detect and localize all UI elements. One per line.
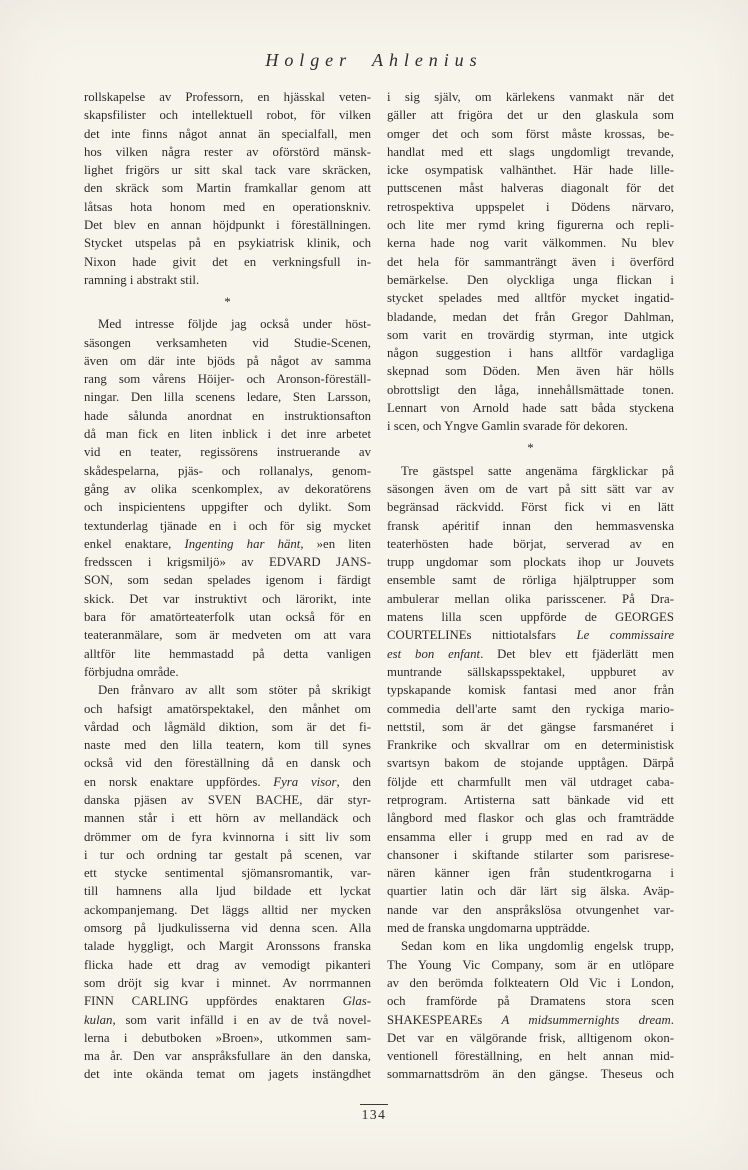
text-line: alltför lite hemmastadd på detta vanligen bbox=[84, 646, 371, 661]
text-line: drömmer om de fyra kvinnorna i sitt liv som bbox=[84, 829, 371, 844]
text-line: danska pjäsen av SVEN BACHE, där styr- bbox=[84, 792, 371, 807]
paragraph bbox=[387, 462, 674, 938]
text-line: matens lilla scen uppförde de GEORGES bbox=[387, 610, 674, 625]
column-left bbox=[84, 88, 371, 1084]
text-line: bladande, medan det från Gregor Dahlman, bbox=[387, 309, 674, 324]
text-line: retrospektiva uppspelet i Dödens närvaro, bbox=[387, 199, 674, 214]
text-line: lerna i debutboken »Broen», utkommen sam- bbox=[84, 1030, 371, 1045]
text-line: commedia dell'arte samt den ryckiga mario- bbox=[387, 701, 674, 716]
text-line: Det blev en annan höjdpunkt i föreställningen. bbox=[84, 218, 371, 233]
text-line: rollskapelse av Professorn, en hjässkal veten- bbox=[84, 90, 371, 104]
text-line: fransk apéritif innan den hemmasvenska bbox=[387, 518, 674, 533]
text-line: av den berömda folkteatern Old Vic i London, bbox=[387, 975, 674, 990]
paragraph bbox=[387, 88, 674, 436]
text-line: skapsfilister och intellektuell robot, för vilken bbox=[84, 108, 371, 123]
text-line: ambulerar mellan olika parisscener. På Dra- bbox=[387, 591, 674, 606]
text-line: nettstil, som är det gängse farsmanéret i bbox=[387, 719, 674, 734]
text-line: trupp ungdomar som plockats ihop ur Jouvets bbox=[387, 555, 674, 570]
paragraph bbox=[387, 937, 674, 1083]
text-line: ett stycke sentimental sjömansromantik, var- bbox=[84, 866, 371, 881]
text-line: ramning i abstrakt stil. bbox=[84, 272, 200, 287]
text-line: då man fick en liten inblick i det inre arbetet bbox=[84, 427, 371, 442]
text-line: skick. Det var instruktivt och lärorikt, inte bbox=[84, 591, 371, 606]
text-line: teaterhösten hade börjat, serverad av en bbox=[387, 536, 674, 551]
text-line: Den frånvaro av allt som stöter på skrikigt bbox=[98, 683, 371, 698]
column-right bbox=[387, 88, 674, 1084]
text-line: det inte okända temat om jagets instängdhet bbox=[84, 1067, 371, 1082]
text-line: FINN CARLING uppfördes enaktaren Glas- bbox=[84, 994, 371, 1009]
text-line: ensamma eller i grupp med en rad av de bbox=[387, 829, 674, 844]
text-line: chansoner i skiftande stilarter som parisrese- bbox=[387, 847, 674, 862]
text-line: The Young Vic Company, som är en utlöpare bbox=[387, 957, 674, 972]
text-line: hos vilken några rester av oförstörd mänsk- bbox=[84, 144, 371, 159]
text-line: även om där inte bjöds på något av samma bbox=[84, 353, 371, 368]
text-columns bbox=[84, 88, 674, 1084]
text-line: retprogram. Artisterna satt bänkade vid ett bbox=[387, 792, 674, 807]
text-line: hade sålunda anordnat en instruktionsafton bbox=[84, 408, 371, 423]
paragraph bbox=[84, 88, 371, 289]
text-line: och hafsigt amatörspektakel, den månhet om bbox=[84, 701, 371, 716]
text-line: flicka hade ett drag av vemodigt pikanteri bbox=[84, 957, 371, 972]
text-line: långbord med flaskor och glas och framträdde bbox=[387, 811, 674, 826]
text-line: följde ett charmfullt men väl utdraget caba- bbox=[387, 774, 674, 789]
text-line: det inte finns något annat än specialfall, men bbox=[84, 126, 371, 141]
text-line: och framförde på Dramatens stora scen bbox=[387, 994, 674, 1009]
text-line: teateranmälare, som är medveten om att vara bbox=[84, 628, 371, 643]
text-line: begränsad räckvidd. Först fick vi en lätt bbox=[387, 500, 674, 515]
text-line: gäller att frigöra det ur den glaskula som bbox=[387, 108, 674, 123]
text-line: Det var en välgörande frisk, alltigenom okon- bbox=[387, 1030, 674, 1045]
text-line: vårdad och lågmäld diktion, som är det fi- bbox=[84, 719, 371, 734]
text-line: nären känner igen från studentkrogarna i bbox=[387, 866, 674, 881]
text-line: också vid den föreställning då en dansk och bbox=[84, 756, 371, 771]
text-line: en norsk enaktare uppfördes. Fyra visor, den bbox=[84, 774, 371, 789]
text-line: Tre gästspel satte angenäma färgklickar på bbox=[401, 463, 674, 478]
text-line: Lennart von Arnold hade satt båda styckena bbox=[387, 401, 674, 416]
text-line: kerna hade nog varit välkommen. Nu blev bbox=[387, 236, 674, 251]
text-line: est bon enfant. Det blev ett fjäderlätt men bbox=[387, 646, 674, 661]
text-line: vid en teater, regissörens instruerande av bbox=[84, 445, 371, 460]
text-line: rang som vårens Höijer- och Aronson-föreställ- bbox=[84, 372, 371, 387]
text-line: den skräck som Martin framkallar genom att bbox=[84, 181, 371, 196]
text-line: obrottsligt den låga, innehållsmättade tonen. bbox=[387, 382, 674, 397]
text-line: quartier latin och där lärt sig älska. Aväp- bbox=[387, 884, 674, 899]
text-line: talade hyggligt, och Margit Aronssons franska bbox=[84, 939, 371, 954]
text-line: Frankrike och skvallrar om en deterministisk bbox=[387, 738, 674, 753]
text-line: skepnad som Döden. Men även här hölls bbox=[387, 364, 674, 379]
text-line: fredsscen i krigsmiljö» av EDVARD JANS- bbox=[84, 555, 371, 570]
text-line: i sig själv, om kärlekens vanmakt när det bbox=[387, 90, 674, 104]
text-line: med de franska ungdomarna uppträdde. bbox=[387, 921, 590, 936]
section-separator: * bbox=[527, 440, 534, 456]
paragraph bbox=[84, 315, 371, 681]
text-line: ackompanjemang. Det läggs alltid ner mycken bbox=[84, 902, 371, 917]
text-line: sommarnattsdröm än den gängse. Theseus och bbox=[387, 1067, 674, 1082]
page-number-rule bbox=[360, 1104, 388, 1105]
text-line: som varit en trovärdig styrman, inte utgick bbox=[387, 327, 674, 342]
text-line: enkel enaktare, Ingenting har hänt, »en liten bbox=[84, 536, 371, 551]
running-head: Holger Ahlenius bbox=[265, 50, 483, 70]
text-line: ma år. Den var anspråksfullare än den danska, bbox=[84, 1049, 371, 1064]
page-footer bbox=[0, 1104, 748, 1123]
text-line: omsorg på ljudkulisserna vid denna scen. Alla bbox=[84, 921, 371, 936]
text-line: SHAKESPEAREs A midsummernights dream. bbox=[387, 1012, 674, 1027]
text-line: COURTELINEs nittiotalsfars Le commissaire bbox=[387, 628, 674, 643]
text-line: låtsas hota honom med en operationskniv. bbox=[84, 199, 371, 214]
text-line: typskapande komisk fantasi med anor från bbox=[387, 683, 674, 698]
text-line: i scen, och Yngve Gamlin svarade för dekoren. bbox=[387, 419, 628, 434]
text-line: någon suggestion i hans alltför vardagliga bbox=[387, 346, 674, 361]
text-line: SON, som sedan spelades igenom i färdigt bbox=[84, 573, 371, 588]
page-number: 134 bbox=[361, 1107, 387, 1122]
text-line: textunderlag tjänade en i och för sig mycket bbox=[84, 518, 371, 533]
paragraph bbox=[84, 681, 371, 1084]
text-line: Med intresse följde jag också under höst- bbox=[98, 317, 371, 332]
text-line: stycket spelades med alltför mycket ingatid- bbox=[387, 291, 674, 306]
text-line: lighet frigörs ur sitt skal tack vare skräcken, bbox=[84, 163, 371, 178]
text-line: Stycket utspelas på en psykiatrisk klinik, och bbox=[84, 236, 371, 251]
text-line: skådespelarna, pjäs- och rollanalys, genom- bbox=[84, 463, 371, 478]
text-line: Sedan kom en lika ungdomlig engelsk trupp, bbox=[401, 939, 674, 954]
text-line: ventionell föreställning, en helt annan mid- bbox=[387, 1049, 674, 1064]
text-line: muntrande sällskapsspektakel, uppburet av bbox=[387, 664, 674, 679]
text-line: mannen står i ett hörn av mellandäck och bbox=[84, 811, 371, 826]
text-line: ensemble samt de rörliga hjälptrupper som bbox=[387, 573, 674, 588]
text-line: till hamnens alla ljud bildade ett lyckat bbox=[84, 884, 371, 899]
text-line: bara för amatörteaterfolk utan också för en bbox=[84, 610, 371, 625]
text-line: nande var den anspråkslösa otvungenhet var- bbox=[387, 902, 674, 917]
text-line: kulan, som varit infälld i en av de två novel- bbox=[84, 1012, 371, 1027]
text-line: det hela för sammanträngt även i överförd bbox=[387, 254, 674, 269]
text-line: säsongen verksamheten vid Studie-Scenen, bbox=[84, 335, 371, 350]
text-line: gång av olika scenkomplex, av dekoratörens bbox=[84, 481, 371, 496]
text-line: svartsyn bakom de stojande upptågen. Därpå bbox=[387, 756, 674, 771]
text-line: icke osympatisk valhänthet. Här hade lille- bbox=[387, 163, 674, 178]
text-line: ningar. Den lilla scenens ledare, Sten Larsson, bbox=[84, 390, 371, 405]
text-line: och inspicientens uppgifter och dylikt. Som bbox=[84, 500, 371, 515]
text-line: bemärkelse. Den olyckliga unga flickan i bbox=[387, 272, 674, 287]
text-line: naste med den lilla teatern, kom till synes bbox=[84, 738, 371, 753]
text-line: och lite mer rymd kring figurerna och repli- bbox=[387, 218, 674, 233]
text-line: Nixon hade givit det en verkningsfull in- bbox=[84, 254, 371, 269]
section-separator: * bbox=[224, 294, 231, 310]
text-line: som dröjt sig kvar i minnet. Av norrmannen bbox=[84, 975, 371, 990]
text-line: puttscenen måst halveras diagonalt för det bbox=[387, 181, 674, 196]
text-line: säsongen även om de vart på sitt sätt var av bbox=[387, 481, 674, 496]
text-line: förbjudna område. bbox=[84, 664, 179, 679]
text-line: i tur och ordning tar gestalt på scenen, var bbox=[84, 847, 371, 862]
text-line: omger det och som först måste krossas, be- bbox=[387, 126, 674, 141]
text-line: handlat med ett slags ungdomligt trevande, bbox=[387, 144, 674, 159]
